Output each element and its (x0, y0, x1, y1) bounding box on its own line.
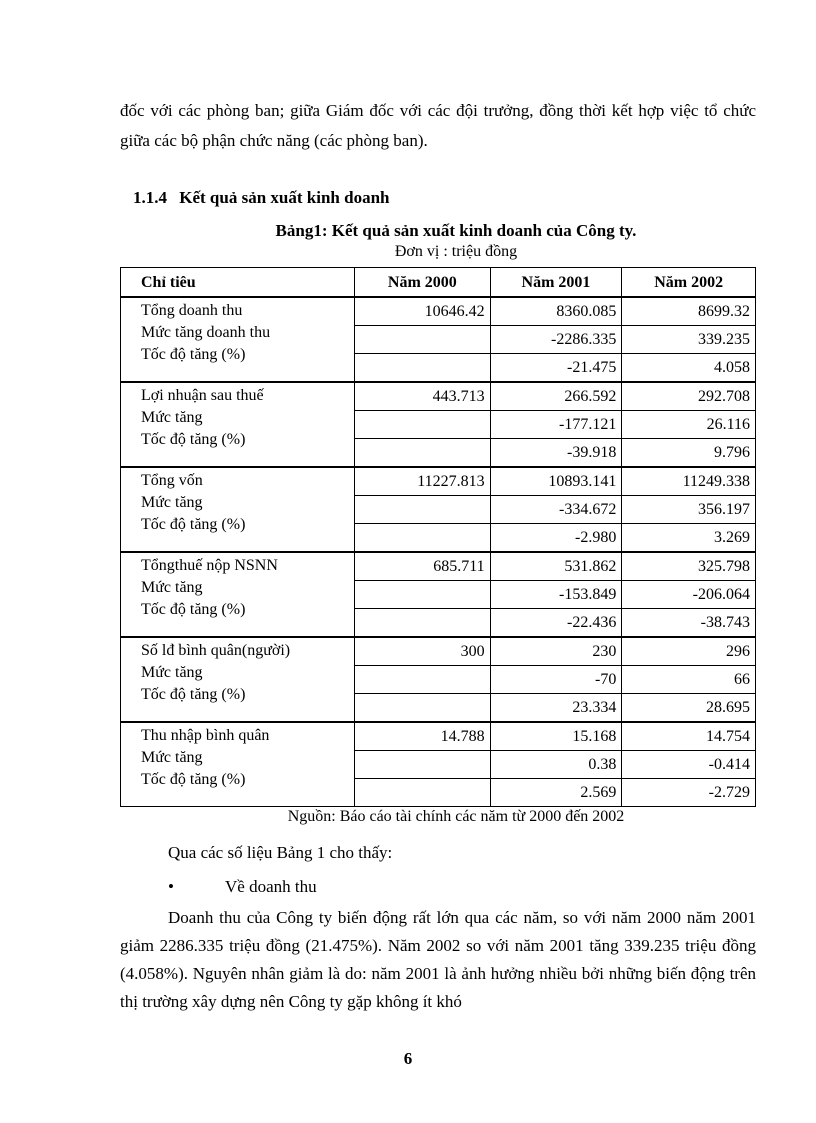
cell-2001: 10893.141 (490, 467, 622, 496)
cell-2000 (355, 666, 491, 694)
table-body (121, 297, 756, 807)
cell-2002: 66 (622, 666, 756, 694)
cell-2000 (355, 694, 491, 723)
header-2000: Năm 2000 (355, 268, 491, 298)
cell-2001: -2.980 (490, 524, 622, 553)
cell-2001: 15.168 (490, 722, 622, 751)
cell-2002: 4.058 (622, 354, 756, 383)
cell-2002: 325.798 (622, 552, 756, 581)
cell-2001: -22.436 (490, 609, 622, 638)
indicator-labels: Tổng vốn Mức tăng Tốc độ tăng (%) (121, 467, 355, 552)
page-number: 6 (403, 1049, 413, 1068)
cell-2002: -38.743 (622, 609, 756, 638)
cell-2002: -0.414 (622, 751, 756, 779)
table-unit: Đơn vị : triệu đồng (394, 243, 518, 260)
table-header-row (121, 268, 756, 298)
cell-2002: 3.269 (622, 524, 756, 553)
header-indicator: Chỉ tiêu (121, 268, 355, 298)
cell-2000 (355, 581, 491, 609)
bullet-text: Về doanh thu (225, 877, 317, 896)
cell-2001: -177.121 (490, 411, 622, 439)
cell-2000: 10646.42 (355, 297, 491, 326)
cell-2002: 26.116 (622, 411, 756, 439)
cell-2000 (355, 439, 491, 468)
cell-2000 (355, 779, 491, 807)
cell-2000 (355, 609, 491, 638)
table-row (121, 722, 756, 751)
cell-2000 (355, 496, 491, 524)
cell-2001: -2286.335 (490, 326, 622, 354)
body-paragraph: Doanh thu của Công ty biến động rất lớn qua các năm, so với năm 2000 năm 2001 giảm 2286.335 triệu đồng (21.475%). Năm 2002 so với năm 2001 tăng 339.235 triệu đồng (4.058%). Nguyên nhân giảm là do: năm 2001 là ảnh hưởng nhiều bởi những biến động trên thị trường xây dựng nên Công ty gặp không ít khó (120, 908, 756, 1011)
cell-2002: -206.064 (622, 581, 756, 609)
cell-2002: 11249.338 (622, 467, 756, 496)
cell-2000 (355, 751, 491, 779)
cell-2000: 11227.813 (355, 467, 491, 496)
section-heading (133, 186, 389, 210)
table-row (121, 382, 756, 411)
section-number: 1.1.4 (133, 188, 167, 207)
cell-2000 (355, 326, 491, 354)
cell-2002: 296 (622, 637, 756, 666)
cell-2001: 230 (490, 637, 622, 666)
cell-2001: 23.334 (490, 694, 622, 723)
cell-2000: 300 (355, 637, 491, 666)
table-source: Nguồn: Báo cáo tài chính các năm từ 2000 đến 2002 (287, 808, 625, 825)
cell-2000: 685.711 (355, 552, 491, 581)
table-row (121, 637, 756, 666)
cell-2001: -334.672 (490, 496, 622, 524)
lead-sentence: Qua các số liệu Bảng 1 cho thấy: (168, 843, 393, 862)
indicator-labels: Thu nhập bình quân Mức tăng Tốc độ tăng (%) (121, 722, 355, 807)
cell-2001: 531.862 (490, 552, 622, 581)
table-title: Bảng1: Kết quả sản xuất kinh doanh của Công ty. (275, 221, 637, 240)
cell-2002: 14.754 (622, 722, 756, 751)
cell-2000 (355, 524, 491, 553)
cell-2000 (355, 411, 491, 439)
cell-2000 (355, 354, 491, 383)
intro-paragraph: đốc với các phòng ban; giữa Giám đốc với các đội trưởng, đồng thời kết hợp việc tổ chức giữa các bộ phận chức năng (các phòng ban). (120, 101, 756, 150)
indicator-labels: Số lđ bình quân(người) Mức tăng Tốc độ tăng (%) (121, 637, 355, 722)
cell-2001: 266.592 (490, 382, 622, 411)
cell-2001: -153.849 (490, 581, 622, 609)
table-row (121, 297, 756, 326)
cell-2000: 14.788 (355, 722, 491, 751)
indicator-labels: Tổngthuế nộp NSNN Mức tăng Tốc độ tăng (%) (121, 552, 355, 637)
indicator-labels: Tổng doanh thu Mức tăng doanh thu Tốc độ tăng (%) (121, 297, 355, 382)
cell-2002: 356.197 (622, 496, 756, 524)
cell-2001: 2.569 (490, 779, 622, 807)
cell-2001: 0.38 (490, 751, 622, 779)
table-row (121, 467, 756, 496)
cell-2001: -70 (490, 666, 622, 694)
cell-2001: 8360.085 (490, 297, 622, 326)
bullet-item (168, 874, 317, 900)
indicator-labels: Lợi nhuận sau thuế Mức tăng Tốc độ tăng (%) (121, 382, 355, 467)
cell-2002: 339.235 (622, 326, 756, 354)
cell-2002: 292.708 (622, 382, 756, 411)
cell-2000: 443.713 (355, 382, 491, 411)
cell-2001: -39.918 (490, 439, 622, 468)
header-2002: Năm 2002 (622, 268, 756, 298)
bullet-symbol: • (168, 877, 174, 896)
section-title: Kết quả sản xuất kinh doanh (179, 188, 390, 207)
header-2001: Năm 2001 (490, 268, 622, 298)
cell-2002: -2.729 (622, 779, 756, 807)
cell-2001: -21.475 (490, 354, 622, 383)
cell-2002: 9.796 (622, 439, 756, 468)
results-table (120, 267, 756, 807)
table-row (121, 552, 756, 581)
cell-2002: 8699.32 (622, 297, 756, 326)
cell-2002: 28.695 (622, 694, 756, 723)
